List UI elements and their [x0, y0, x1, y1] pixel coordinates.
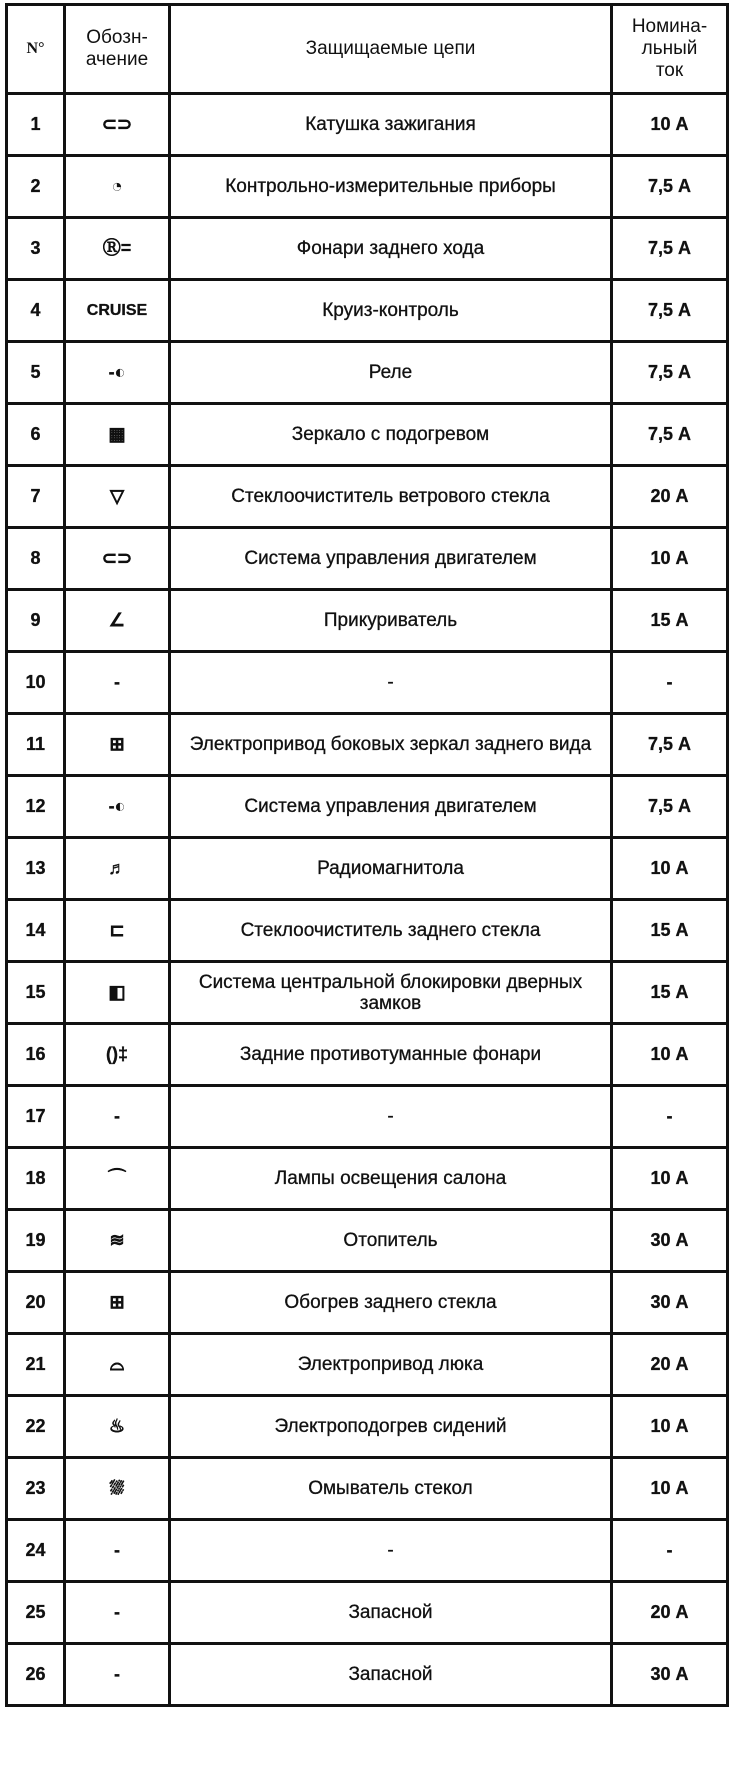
rated-current: 7,5 А	[612, 280, 728, 342]
fuse-number: 14	[7, 900, 65, 962]
table-row	[7, 466, 728, 528]
door-lock-icon: ◧	[65, 962, 170, 1024]
table-row	[7, 714, 728, 776]
fuse-symbol: -	[65, 1086, 170, 1148]
header-current: Номина- льный ток	[612, 5, 728, 94]
rated-current: 7,5 А	[612, 776, 728, 838]
fuse-number: 17	[7, 1086, 65, 1148]
fuse-number: 26	[7, 1644, 65, 1706]
circuit-name: Запасной	[170, 1644, 612, 1706]
rated-current: 30 А	[612, 1272, 728, 1334]
rated-current: 10 А	[612, 528, 728, 590]
table-row	[7, 1458, 728, 1520]
circuit-name: Реле	[170, 342, 612, 404]
heater-icon: ≋	[65, 1210, 170, 1272]
table-row	[7, 1086, 728, 1148]
rated-current: 15 А	[612, 590, 728, 652]
fuse-number: 18	[7, 1148, 65, 1210]
table-row	[7, 1582, 728, 1644]
rated-current: 7,5 А	[612, 156, 728, 218]
table-row	[7, 962, 728, 1024]
table-row	[7, 1644, 728, 1706]
circuit-name: Система управления двигателем	[170, 528, 612, 590]
circuit-name: Фонари заднего хода	[170, 218, 612, 280]
header-circuits: Защищаемые цепи	[170, 5, 612, 94]
rated-current: -	[612, 652, 728, 714]
header-number: N°	[7, 5, 65, 94]
circuit-name: Система управления двигателем	[170, 776, 612, 838]
rear-wiper-icon: ⊏	[65, 900, 170, 962]
fuse-number: 3	[7, 218, 65, 280]
fuse-number: 23	[7, 1458, 65, 1520]
fuse-number: 22	[7, 1396, 65, 1458]
table-row	[7, 1272, 728, 1334]
fuse-number: 11	[7, 714, 65, 776]
circuit-name: -	[170, 652, 612, 714]
rated-current: 10 А	[612, 1024, 728, 1086]
circuit-name: Стеклоочиститель ветрового стекла	[170, 466, 612, 528]
fuse-number: 12	[7, 776, 65, 838]
circuit-name: Обогрев заднего стекла	[170, 1272, 612, 1334]
fuse-number: 15	[7, 962, 65, 1024]
circuit-name: -	[170, 1086, 612, 1148]
rated-current: 10 А	[612, 94, 728, 156]
washer-icon: ⛆	[65, 1458, 170, 1520]
circuit-name: Прикуриватель	[170, 590, 612, 652]
circuit-name: Стеклоочиститель заднего стекла	[170, 900, 612, 962]
fuse-number: 10	[7, 652, 65, 714]
circuit-name: Контрольно-измерительные приборы	[170, 156, 612, 218]
circuit-name: Электропривод боковых зеркал заднего вида	[170, 714, 612, 776]
circuit-name: -	[170, 1520, 612, 1582]
rated-current: 30 А	[612, 1210, 728, 1272]
fuse-symbol: -	[65, 1644, 170, 1706]
rated-current: 10 А	[612, 838, 728, 900]
circuit-name: Запасной	[170, 1582, 612, 1644]
fuse-number: 19	[7, 1210, 65, 1272]
fuse-number: 24	[7, 1520, 65, 1582]
table-row	[7, 1024, 728, 1086]
circuit-name: Электропривод люка	[170, 1334, 612, 1396]
table-row	[7, 280, 728, 342]
windshield-wiper-icon: ▽	[65, 466, 170, 528]
circuit-name: Система центральной блокировки дверных замков	[170, 962, 612, 1024]
fuse-number: 25	[7, 1582, 65, 1644]
table-row	[7, 156, 728, 218]
table-row	[7, 528, 728, 590]
fuse-number: 6	[7, 404, 65, 466]
fuse-number: 7	[7, 466, 65, 528]
fuse-number: 8	[7, 528, 65, 590]
rated-current: 10 А	[612, 1458, 728, 1520]
rated-current: -	[612, 1520, 728, 1582]
fuse-number: 21	[7, 1334, 65, 1396]
table-row	[7, 404, 728, 466]
fuse-number: 20	[7, 1272, 65, 1334]
reverse-lamp-icon: Ⓡ=	[65, 218, 170, 280]
table-row	[7, 94, 728, 156]
circuit-name: Зеркало с подогревом	[170, 404, 612, 466]
relay-icon: -◐	[65, 342, 170, 404]
rated-current: 7,5 А	[612, 218, 728, 280]
table-row	[7, 1396, 728, 1458]
circuit-name: Радиомагнитола	[170, 838, 612, 900]
table-row	[7, 342, 728, 404]
audio-icon: ♬	[65, 838, 170, 900]
table-row	[7, 590, 728, 652]
fuse-symbol: -	[65, 1520, 170, 1582]
table-row	[7, 900, 728, 962]
fuse-symbol: -	[65, 1582, 170, 1644]
sunroof-icon: ⌓	[65, 1334, 170, 1396]
table-row	[7, 838, 728, 900]
fuse-symbol: CRUISE	[65, 280, 170, 342]
circuit-name: Катушка зажигания	[170, 94, 612, 156]
fuse-number: 1	[7, 94, 65, 156]
circuit-name: Лампы освещения салона	[170, 1148, 612, 1210]
circuit-name: Отопитель	[170, 1210, 612, 1272]
rear-fog-lamp-icon: ()‡	[65, 1024, 170, 1086]
rated-current: 10 А	[612, 1148, 728, 1210]
table-row	[7, 1334, 728, 1396]
header-symbol: Обозн- ачение	[65, 5, 170, 94]
rated-current: 15 А	[612, 962, 728, 1024]
fuse-table	[5, 3, 729, 1707]
power-mirror-icon: ⊞	[65, 714, 170, 776]
cigarette-lighter-icon: ∠	[65, 590, 170, 652]
relay-icon: -◐	[65, 776, 170, 838]
rated-current: 10 А	[612, 1396, 728, 1458]
engine-icon: ⊂⊃	[65, 528, 170, 590]
rear-defroster-icon: ⊞	[65, 1272, 170, 1334]
seat-heater-icon: ♨	[65, 1396, 170, 1458]
table-row	[7, 776, 728, 838]
rated-current: 20 А	[612, 466, 728, 528]
rated-current: 15 А	[612, 900, 728, 962]
circuit-name: Задние противотуманные фонари	[170, 1024, 612, 1086]
fuse-number: 4	[7, 280, 65, 342]
fuse-symbol: -	[65, 652, 170, 714]
fuse-number: 2	[7, 156, 65, 218]
fuse-number: 13	[7, 838, 65, 900]
fuse-number: 16	[7, 1024, 65, 1086]
fuse-number: 9	[7, 590, 65, 652]
circuit-name: Омыватель стекол	[170, 1458, 612, 1520]
table-row	[7, 1148, 728, 1210]
table-row	[7, 1520, 728, 1582]
gauge-icon: ◔	[65, 156, 170, 218]
rated-current: 20 А	[612, 1582, 728, 1644]
engine-icon: ⊂⊃	[65, 94, 170, 156]
rated-current: -	[612, 1086, 728, 1148]
fuse-number: 5	[7, 342, 65, 404]
header-row	[7, 5, 728, 94]
rated-current: 20 А	[612, 1334, 728, 1396]
table-row	[7, 652, 728, 714]
heated-mirror-icon: ▦	[65, 404, 170, 466]
circuit-name: Круиз-контроль	[170, 280, 612, 342]
rated-current: 7,5 А	[612, 714, 728, 776]
table-row	[7, 218, 728, 280]
table-row	[7, 1210, 728, 1272]
rated-current: 7,5 А	[612, 342, 728, 404]
rated-current: 30 А	[612, 1644, 728, 1706]
interior-lamp-icon: ⌒	[65, 1148, 170, 1210]
rated-current: 7,5 А	[612, 404, 728, 466]
circuit-name: Электроподогрев сидений	[170, 1396, 612, 1458]
